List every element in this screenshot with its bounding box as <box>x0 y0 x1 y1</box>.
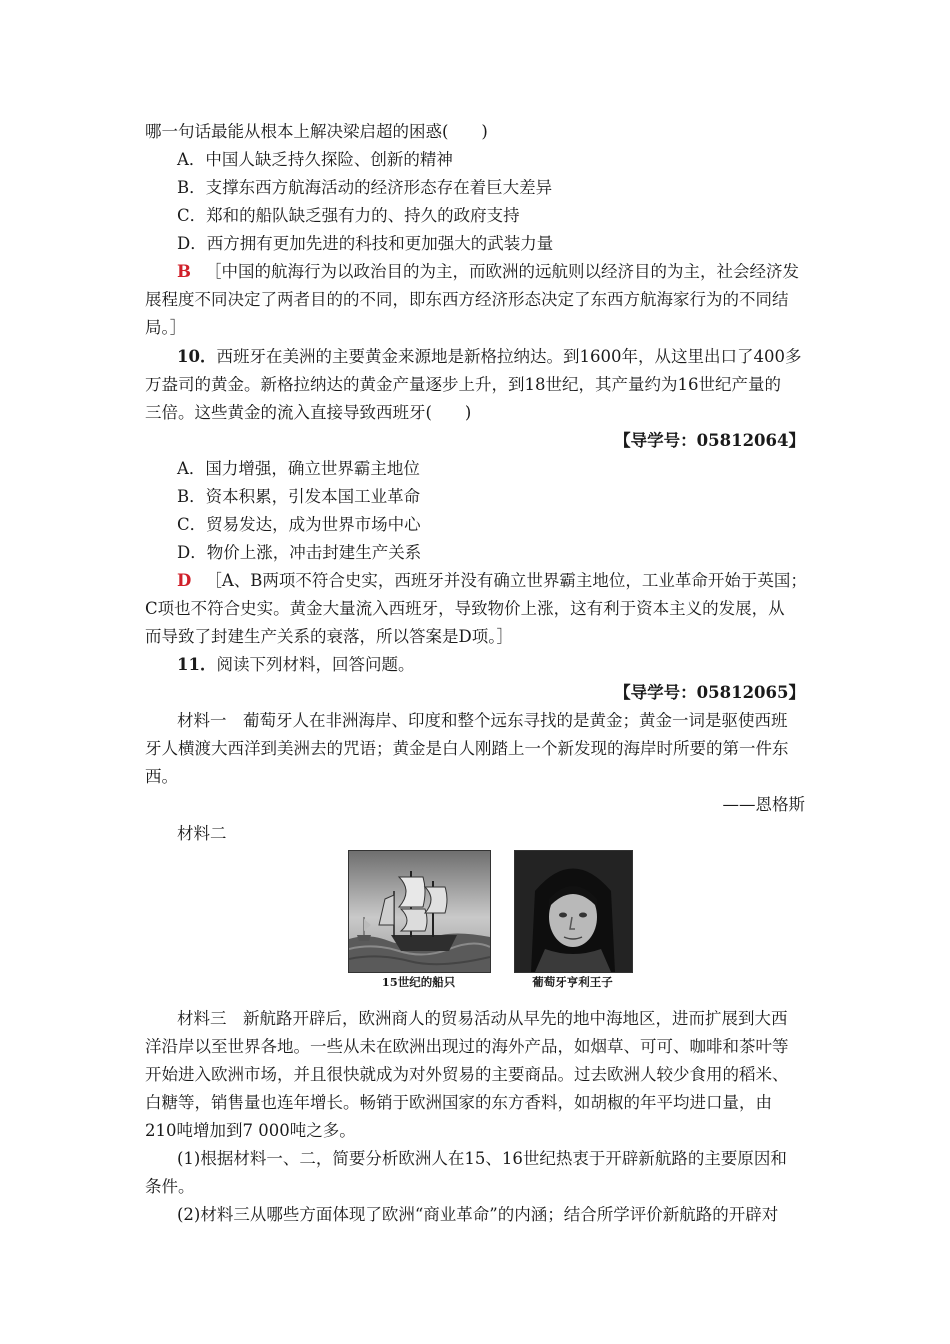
q10-stem-3: 三倍。这些黄金的流入直接导致西班牙( ) <box>145 403 472 422</box>
q11-guide-number: 【导学号：05812065】 <box>614 683 805 702</box>
q9-explanation-3: 局。］ <box>145 318 187 337</box>
q10-stem-line-1 <box>177 343 837 371</box>
q10-explanation-1: ［A、B两项不符合史实，西班牙并没有确立世界霸主地位，工业革命开始于英国； <box>205 571 807 590</box>
q10-answer: D <box>177 571 192 590</box>
q10-stem-1: 西班牙在美洲的主要黄金来源地是新格拉纳达。到1600年，从这里出口了400多 <box>216 347 802 366</box>
q11-number: 11． <box>177 655 217 674</box>
q9-option-a: A．中国人缺乏持久探险、创新的精神 <box>177 150 453 169</box>
portrait-icon <box>515 851 632 972</box>
q11-material3-5: 210吨增加到7 000吨之多。 <box>145 1121 356 1140</box>
q9-answer: B <box>177 262 191 281</box>
q11-stem: 阅读下列材料，回答问题。 <box>216 655 415 674</box>
q11-material3-2: 洋沿岸以至世界各地。一些从未在欧洲出现过的海外产品，如烟草、可可、咖啡和茶叶等 <box>145 1037 789 1056</box>
q9-explanation-1: ［中国的航海行为以政治目的为主，而欧洲的远航则以经济目的为主，社会经济发 <box>204 262 799 281</box>
q10-explanation-2: C项也不符合史实。黄金大量流入西班牙，导致物价上涨，这有利于资本主义的发展，从 <box>145 599 785 618</box>
prince-henry-image <box>514 850 633 973</box>
q11-question1-1: (1)根据材料一、二，简要分析欧洲人在15、16世纪热衷于开辟新航路的主要原因和 <box>177 1149 787 1168</box>
q11-stem-line <box>177 651 837 679</box>
ship-illustration-icon <box>349 851 490 972</box>
q11-question2: (2)材料三从哪些方面体现了欧洲“商业革命”的内涵；结合所学评价新航路的开辟对 <box>177 1205 779 1224</box>
q9-option-d: D．西方拥有更加先进的科技和更加强大的武装力量 <box>177 234 554 253</box>
q11-material3-1: 材料三 新航路开辟后，欧洲商人的贸易活动从早先的地中海地区，进而扩展到大西 <box>177 1009 788 1028</box>
q10-option-d: D．物价上涨，冲击封建生产关系 <box>177 543 422 562</box>
q10-answer-line <box>177 567 837 595</box>
prince-henry-caption: 葡萄牙亨利王子 <box>532 975 613 989</box>
q11-material1-3: 西。 <box>145 767 178 786</box>
ship-image <box>348 850 491 973</box>
ship-caption: 15世纪的船只 <box>381 975 456 989</box>
q9-option-b: B．支撑东西方航海活动的经济形态存在着巨大差异 <box>177 178 553 197</box>
q10-stem-2: 万盎司的黄金。新格拉纳达的黄金产量逐步上升，到18世纪，其产量约为16世纪产量的 <box>145 375 781 394</box>
q10-option-a: A．国力增强，确立世界霸主地位 <box>177 459 420 478</box>
q9-stem-end: 哪一句话最能从根本上解决梁启超的困惑( ) <box>145 122 488 141</box>
q9-answer-line <box>177 258 837 286</box>
q9-option-c: C．郑和的船队缺乏强有力的、持久的政府支持 <box>177 206 520 225</box>
q10-option-c: C．贸易发达，成为世界市场中心 <box>177 515 421 534</box>
q11-material3-4: 白糖等，销售量也连年增长。畅销于欧洲国家的东方香料，如胡椒的年平均进口量，由 <box>145 1093 772 1112</box>
q10-option-b: B．资本积累，引发本国工业革命 <box>177 487 421 506</box>
q10-explanation-3: 而导致了封建生产关系的衰落，所以答案是D项。］ <box>145 627 513 646</box>
q11-material1-2: 牙人横渡大西洋到美洲去的咒语；黄金是白人刚踏上一个新发现的海岸时所要的第一件东 <box>145 739 789 758</box>
q11-material2-label: 材料二 <box>177 824 227 843</box>
q9-explanation-2: 展程度不同决定了两者目的的不同，即东西方经济形态决定了东西方航海家行为的不同结 <box>145 290 789 309</box>
q11-material1-source: ——恩格斯 <box>722 795 805 814</box>
q10-guide-number: 【导学号：05812064】 <box>614 431 805 450</box>
q11-material1-1: 材料一 葡萄牙人在非洲海岸、印度和整个远东寻找的是黄金；黄金一词是驱使西班 <box>177 711 788 730</box>
q11-material3-3: 开始进入欧洲市场，并且很快就成为对外贸易的主要商品。过去欧洲人较少食用的稻米、 <box>145 1065 789 1084</box>
q11-question1-2: 条件。 <box>145 1177 195 1196</box>
q10-number: 10． <box>177 347 217 366</box>
